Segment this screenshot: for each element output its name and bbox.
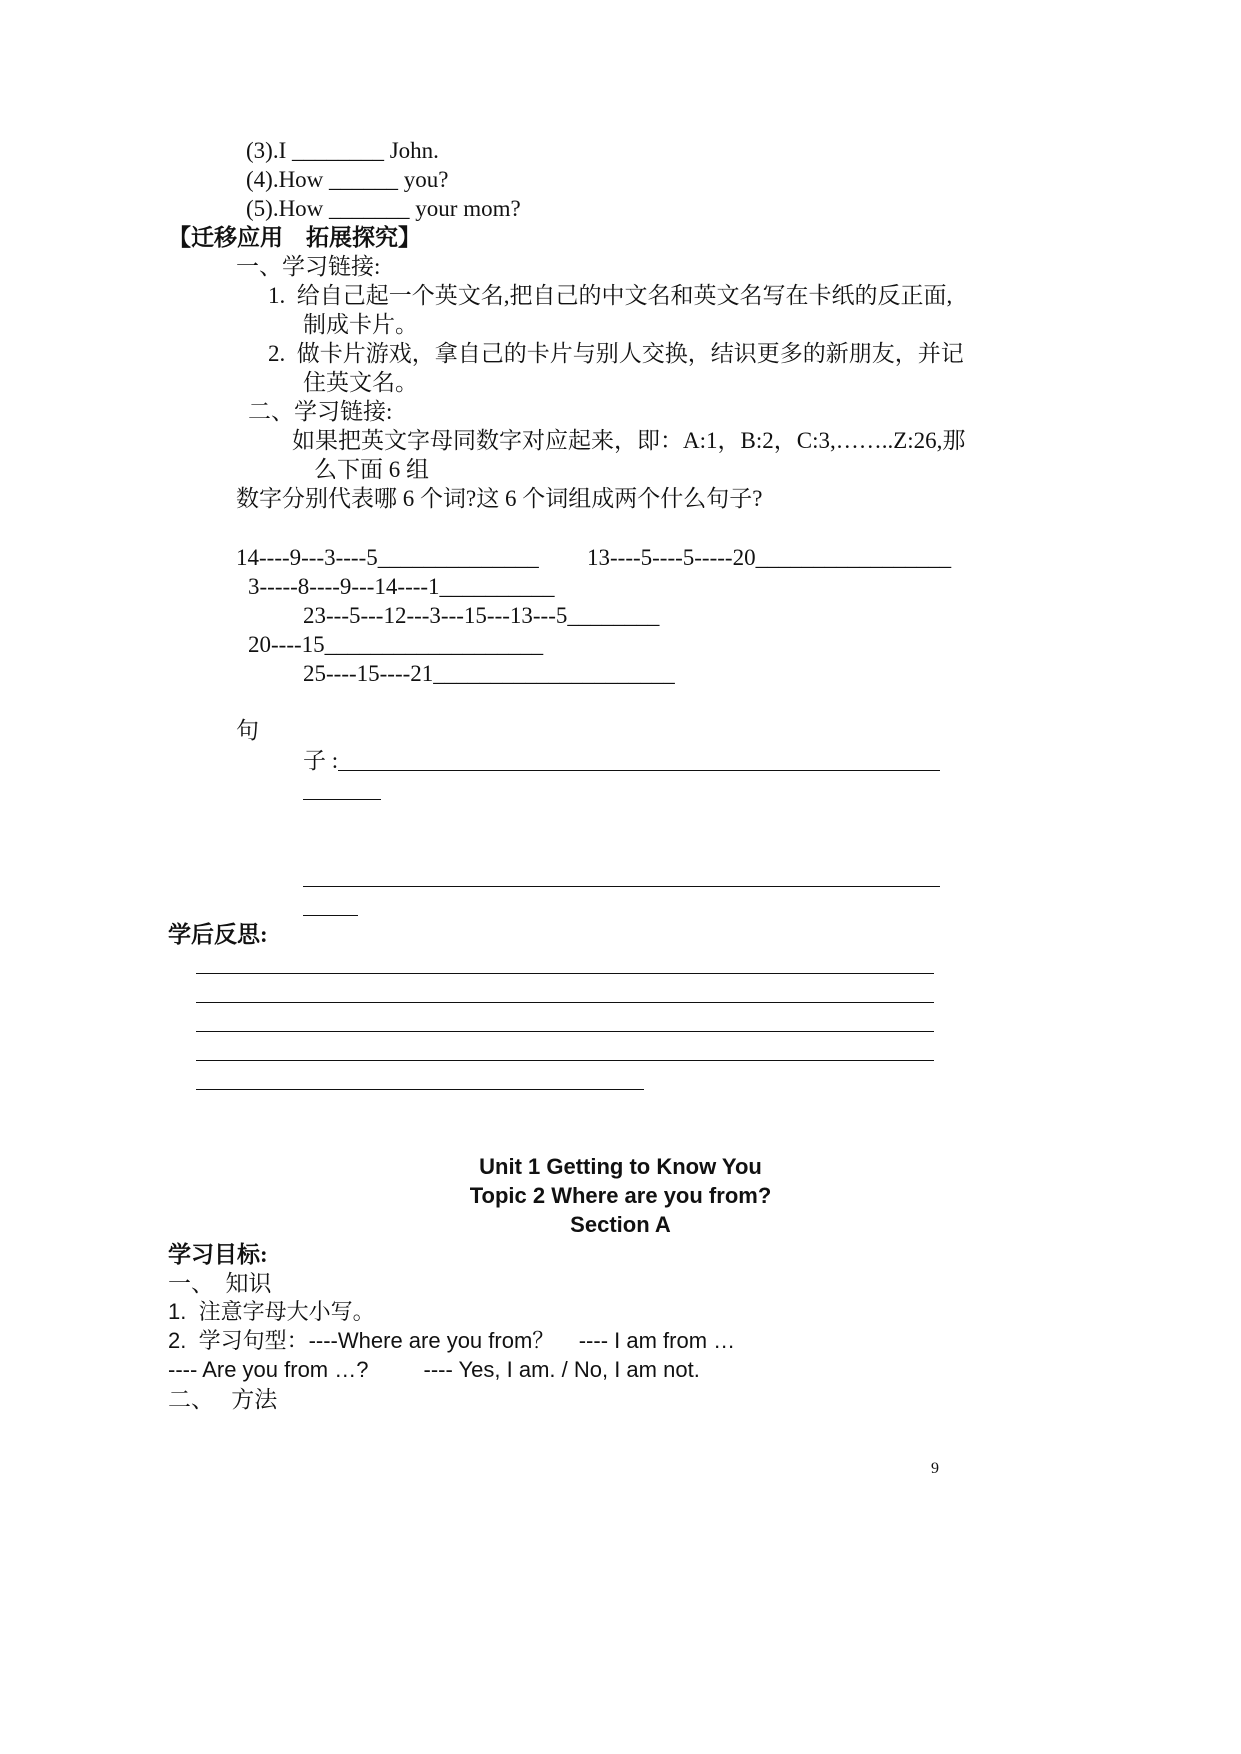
extension-heading: 【迁移应用 拓展探究】 <box>168 225 421 250</box>
section-title: Section A <box>570 1212 671 1237</box>
objectives-part1: 一、 知识 <box>168 1271 272 1296</box>
reflection-line[interactable] <box>196 1089 644 1090</box>
topic-title: Topic 2 Where are you from? <box>469 1183 772 1208</box>
objectives-item2: 2. 学习句型：----Where are you from？ ---- I am from … <box>168 1328 736 1353</box>
reflection-title: 学后反思: <box>168 922 268 947</box>
part2-line2: 么下面 6 组 <box>314 457 429 482</box>
objectives-part2: 二、 方法 <box>168 1387 278 1412</box>
puzzle-4: 23---5---12---3---15---13---5________ <box>303 603 660 628</box>
part2-line1: 如果把英文字母同数字对应起来，即：A:1，B:2，C:3,……..Z:26,那 <box>292 428 966 453</box>
sentence-answer-line-2[interactable] <box>303 886 940 887</box>
part2-line3: 数字分别代表哪 6 个词?这 6 个词组成两个什么句子? <box>236 486 763 511</box>
unit-title: Unit 1 Getting to Know You <box>479 1154 762 1179</box>
sentence-label-zi: 子 : <box>303 748 339 773</box>
exercise-line-5: (5).How _______ your mom? <box>246 196 521 221</box>
exercise-line-3: (3).I ________ John. <box>246 138 439 163</box>
item1-line2: 制成卡片。 <box>303 312 418 337</box>
reflection-line[interactable] <box>196 1002 934 1003</box>
item1-line1: 1. 给自己起一个英文名,把自己的中文名和英文名写在卡纸的反正面, <box>268 283 953 308</box>
reflection-line[interactable] <box>196 1031 934 1032</box>
item2-line2: 住英文名。 <box>303 370 418 395</box>
sentence-answer-line-2-cont[interactable] <box>303 915 358 916</box>
item2-line1: 2. 做卡片游戏，拿自己的卡片与别人交换，结识更多的新朋友，并记 <box>268 341 964 366</box>
puzzle-5: 20----15___________________ <box>248 632 544 657</box>
page-number: 9 <box>931 1460 939 1477</box>
reflection-line[interactable] <box>196 1060 934 1061</box>
sentence-answer-line-cont[interactable] <box>303 799 381 800</box>
part1-title: 一、学习链接: <box>236 254 381 279</box>
puzzle-2: 13----5----5-----20_________________ <box>587 545 952 570</box>
reflection-line[interactable] <box>196 973 934 974</box>
sentence-label-ju: 句 <box>236 718 259 743</box>
objectives-title: 学习目标: <box>168 1242 268 1267</box>
puzzle-6: 25----15----21_____________________ <box>303 661 675 686</box>
part2-title: 二、学习链接: <box>248 399 393 424</box>
puzzle-1: 14----9---3----5______________ <box>236 545 539 570</box>
exercise-line-4: (4).How ______ you? <box>246 167 449 192</box>
sentence-answer-line[interactable] <box>338 770 940 771</box>
puzzle-3: 3-----8----9---14----1__________ <box>248 574 555 599</box>
objectives-item3: ---- Are you from …? ---- Yes, I am. / No, I am not. <box>168 1357 700 1382</box>
objectives-item1: 1. 注意字母大小写。 <box>168 1299 375 1324</box>
